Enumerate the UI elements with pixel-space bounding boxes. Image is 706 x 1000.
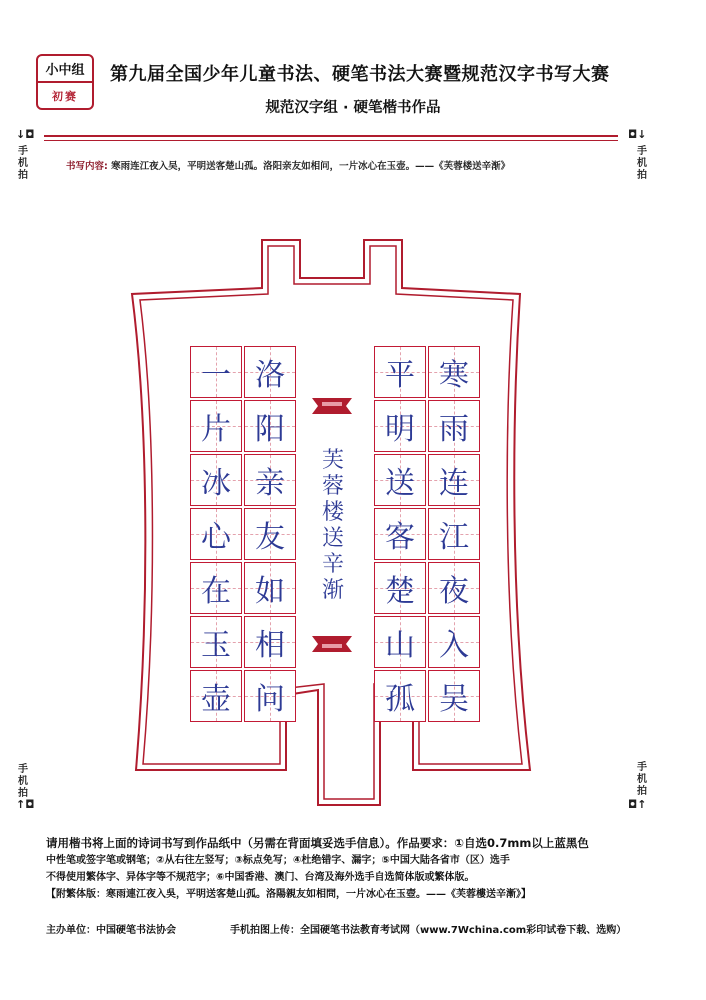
grid-cell bbox=[374, 400, 426, 452]
title-ribbon-top-light bbox=[322, 402, 342, 406]
title-character: 辛 bbox=[321, 552, 344, 577]
written-character: 连 bbox=[439, 466, 469, 501]
written-character: 夜 bbox=[439, 574, 469, 609]
instructions bbox=[46, 835, 666, 903]
instructions-line-4: 【附繁体版：寒雨連江夜入吳，平明送客楚山孤。洛陽親友如相問，一片冰心在玉壺。——《芙蓉樓送辛漸》】 bbox=[46, 889, 531, 900]
writing-content-label: 书写内容: bbox=[66, 161, 108, 172]
footer-organizer: 主办单位：中国硬笔书法协会 bbox=[46, 925, 176, 936]
badge-round-label: 初赛 bbox=[52, 89, 78, 103]
title-character: 楼 bbox=[321, 500, 344, 525]
instructions-line-3: 不得使用繁体字、异体字等不规范字；⑥中国香港、澳门、台湾及海外选手自选简体版或繁体版。 bbox=[46, 872, 475, 883]
written-character: 心 bbox=[201, 520, 231, 555]
written-character: 入 bbox=[439, 628, 469, 663]
grid-cell bbox=[190, 616, 242, 668]
grid-cell bbox=[190, 454, 242, 506]
grid-cell bbox=[374, 562, 426, 614]
written-character: 阳 bbox=[255, 412, 285, 447]
written-character: 寒 bbox=[439, 358, 469, 393]
writing-content-text: 寒雨连江夜入吴，平明送客楚山孤。洛阳亲友如相问，一片冰心在玉壶。——《芙蓉楼送辛渐》 bbox=[111, 161, 511, 172]
camera-icon: ↑◘ bbox=[16, 798, 35, 811]
side-label-bottom-right: 手机拍 bbox=[637, 762, 647, 797]
page-subtitle: 规范汉字组 · 硬笔楷书作品 bbox=[265, 100, 441, 116]
title-character: 渐 bbox=[321, 578, 344, 603]
written-character: 明 bbox=[385, 412, 415, 447]
grid-cell bbox=[428, 562, 480, 614]
written-character: 冰 bbox=[201, 466, 231, 501]
grid-cell bbox=[244, 670, 296, 722]
written-character: 片 bbox=[201, 412, 231, 447]
grid-cell bbox=[244, 346, 296, 398]
grid-cell bbox=[374, 616, 426, 668]
written-character: 玉 bbox=[201, 628, 231, 663]
written-character: 吴 bbox=[439, 682, 469, 717]
grid-cell bbox=[374, 508, 426, 560]
grid-cell bbox=[244, 562, 296, 614]
instructions-line-1: 请用楷书将上面的诗词书写到作品纸中（另需在背面填妥选手信息）。作品要求：①自选0.7mm以上蓝黑色 bbox=[46, 836, 589, 850]
side-label-bottom-left: 手机拍 bbox=[18, 764, 28, 799]
title-character: 蓉 bbox=[321, 474, 344, 499]
written-character: 相 bbox=[255, 628, 285, 663]
grid-cell bbox=[428, 508, 480, 560]
side-label-top-left: 手机拍 bbox=[18, 146, 28, 181]
written-character: 山 bbox=[385, 628, 415, 663]
title-character: 芙 bbox=[321, 448, 344, 473]
written-character: 孤 bbox=[385, 682, 415, 717]
badge-group-label: 小中组 bbox=[38, 56, 92, 83]
page-title: 第九届全国少年儿童书法、硬笔书法大赛暨规范汉字书写大赛 bbox=[110, 64, 610, 85]
grid-cell bbox=[374, 454, 426, 506]
grid-cell bbox=[190, 400, 242, 452]
grid-cell bbox=[190, 562, 242, 614]
written-character: 洛 bbox=[255, 358, 285, 393]
grid-cell bbox=[428, 400, 480, 452]
written-character: 友 bbox=[255, 520, 285, 555]
camera-icon: ◘↑ bbox=[628, 798, 647, 811]
grid-cell bbox=[374, 670, 426, 722]
written-character: 壶 bbox=[201, 682, 231, 717]
instructions-line-2: 中性笔或签字笔或钢笔；②从右往左竖写；③标点免写；④杜绝错字、漏字；⑤中国大陆各省市（区）选手 bbox=[46, 855, 510, 866]
written-character: 问 bbox=[255, 682, 285, 717]
written-character: 雨 bbox=[439, 412, 469, 447]
grid-cell bbox=[428, 670, 480, 722]
footer-upload-info: 手机拍图上传：全国硬笔书法教育考试网（www.7Wchina.com彩印试卷下载、选购） bbox=[230, 925, 627, 936]
title-character: 送 bbox=[321, 526, 344, 551]
written-character: 一 bbox=[201, 358, 231, 393]
grid-cell bbox=[374, 346, 426, 398]
grid-cell bbox=[428, 454, 480, 506]
written-character: 楚 bbox=[385, 574, 415, 609]
written-character: 亲 bbox=[255, 466, 285, 501]
written-character: 在 bbox=[201, 574, 231, 609]
camera-icon: ↓◘ bbox=[16, 128, 35, 141]
camera-icon: ◘↓ bbox=[628, 128, 647, 141]
side-label-top-right: 手机拍 bbox=[637, 146, 647, 181]
grid-cell bbox=[244, 454, 296, 506]
written-character: 江 bbox=[439, 520, 469, 555]
grid-cell bbox=[428, 346, 480, 398]
written-character: 送 bbox=[385, 466, 415, 501]
written-character: 平 bbox=[385, 358, 415, 393]
title-ribbon-bottom-light bbox=[322, 644, 342, 648]
grid-cell bbox=[190, 508, 242, 560]
work-title-vertical bbox=[318, 448, 348, 604]
written-character: 客 bbox=[385, 520, 415, 555]
grid-cell bbox=[190, 670, 242, 722]
grid-cell bbox=[244, 616, 296, 668]
grid-cell bbox=[244, 508, 296, 560]
written-character: 如 bbox=[255, 574, 285, 609]
grid-cell bbox=[244, 400, 296, 452]
grid-cell bbox=[190, 346, 242, 398]
grid-cell bbox=[428, 616, 480, 668]
